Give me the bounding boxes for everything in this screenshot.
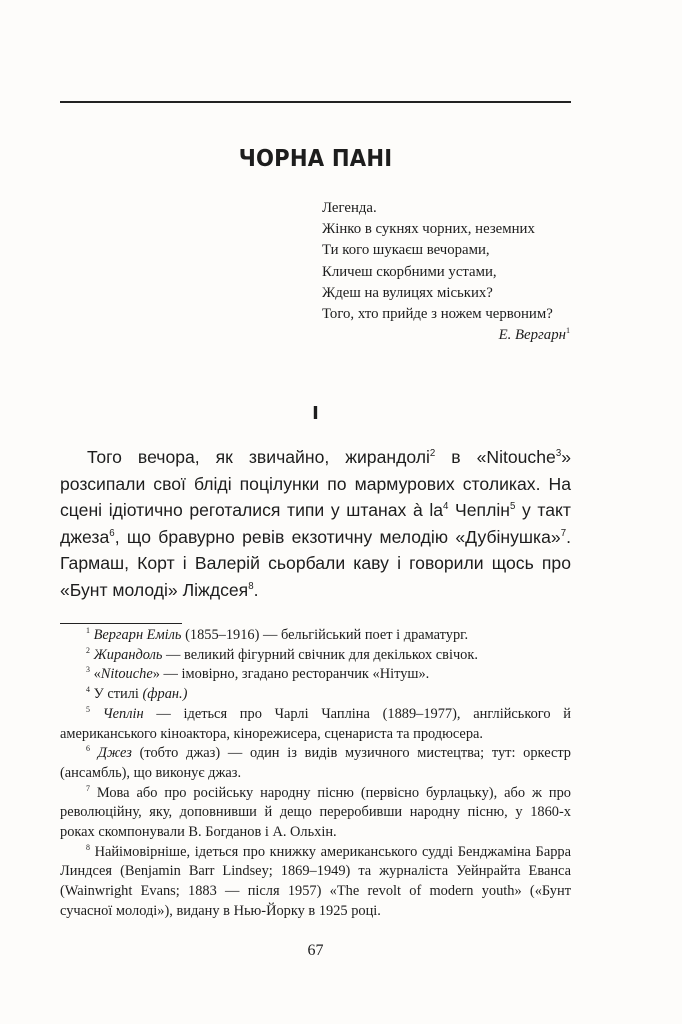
footnote-text: (тобто джаз) — один із видів музичного мистецтва; тут: оркестр (ансамбль), що виконує джаз.: [60, 745, 571, 781]
footnote-ref[interactable]: 7: [560, 527, 567, 539]
epigraph-line: Того, хто прийде з ножем червоним?: [322, 306, 553, 323]
footnote-5: [60, 705, 571, 744]
chapter-title: ЧОРНА ПАНІ: [238, 146, 393, 172]
footnote-separator: [60, 623, 182, 624]
footnote-term: Nitouche: [100, 666, 153, 683]
footnote-text: — ідеться про Чарлі Чапліна (1889–1977), англійського й американського кіноактора, кінорежисера, сценариста та продюсера.: [60, 705, 571, 742]
footnote-7: [60, 784, 571, 843]
footnote-text: «: [93, 666, 101, 683]
epigraph: [322, 198, 570, 346]
footnote-2: [60, 646, 571, 666]
epigraph-line: Ждеш на вулицях міських?: [322, 284, 493, 301]
body-paragraph: Того вечора, як звичайно, жирандолі$^2$ в «Nitouche$^3$» розсипали свої бліді поцілунки по мармурових столиках. На сцені ідіотично реготалися типи у штанах à $la^4$ Чеплін$^5$ у такт джеза$^6$, що бравурно ревів екзотичну мелодію «Дубінушка»$^7$. Гармаш, Корт і Валерій сьорбали каву і говорили щось про «Бунт молоді» Ліждсея$^8$.: [60, 447, 571, 600]
epigraph-line: Легенда.: [322, 200, 377, 216]
epigraph-line: Ти кого шукаєш вечорами,: [322, 242, 490, 259]
footnotes: [60, 626, 571, 922]
footnote-text: Найімовірніше, ідеться про книжку американського судді Бенджаміна Барра Линдсея (Benjamin Barr Lindsey; 1869–1949) та журналіста Уейнрайта Еванса (Wainwright Evans; 1883 — після 1957) «The revolt of modern youth» («Бунт сучасної молоді»), видану в Нью-Йорку в 1925 році.: [60, 843, 571, 919]
epigraph-line: Кличеш скорбними устами,: [322, 263, 497, 280]
footnote-3: [60, 665, 571, 685]
footnote-4: [60, 685, 571, 705]
footnote-ref[interactable]: 3: [555, 448, 562, 460]
epigraph-author-name: Е. Вергарн: [498, 327, 566, 344]
top-rule: [60, 101, 571, 103]
footnote-text: (1855–1916) — бельгійський поет і драматург.: [181, 627, 469, 643]
footnote-number: 5: [86, 705, 90, 715]
footnote-number: 8: [86, 842, 90, 852]
epigraph-line: Жінко в сукнях чорних, неземних: [322, 221, 535, 238]
epigraph-author: [322, 325, 570, 346]
footnote-term: (фран.): [142, 686, 188, 703]
footnote-ref[interactable]: 1: [565, 326, 570, 336]
footnote-ref[interactable]: 8: [248, 581, 254, 593]
footnote-number: 4: [86, 685, 90, 695]
footnote-text: Мова або про російську народну пісню (первісно бурлацьку), або ж про революційну, яку, доповнивши й дещо переробивши народну пісню, у 1860-х роках скомпонували В. Богданов і А. Ольхін.: [60, 784, 571, 841]
footnote-ref[interactable]: 6: [109, 527, 115, 539]
footnote-term: Вергарн Еміль: [93, 627, 182, 643]
footnote-text: — великий фігурний свічник для декількох свічок.: [162, 646, 478, 663]
footnote-term: Джез: [97, 745, 132, 762]
footnote-8: [60, 843, 571, 922]
footnote-number: 6: [86, 744, 90, 754]
section-number: I: [312, 403, 319, 424]
footnote-term: Чеплін: [102, 705, 144, 722]
footnote-number: 1: [86, 626, 90, 636]
footnote-number: 3: [86, 665, 90, 675]
footnote-number: 7: [86, 783, 90, 793]
footnote-ref[interactable]: 4: [443, 501, 449, 513]
footnote-1: [60, 626, 571, 646]
footnote-ref[interactable]: 5: [509, 501, 516, 513]
footnote-text: » — імовірно, згадано ресторанчик «Нітуш».: [152, 666, 430, 683]
footnote-ref[interactable]: 2: [429, 448, 436, 460]
footnote-6: [60, 744, 571, 783]
footnote-text: У стилі: [93, 686, 143, 703]
page-number: 67: [307, 942, 324, 959]
footnote-term: Жирандоль: [93, 646, 163, 663]
footnote-number: 2: [86, 645, 90, 655]
